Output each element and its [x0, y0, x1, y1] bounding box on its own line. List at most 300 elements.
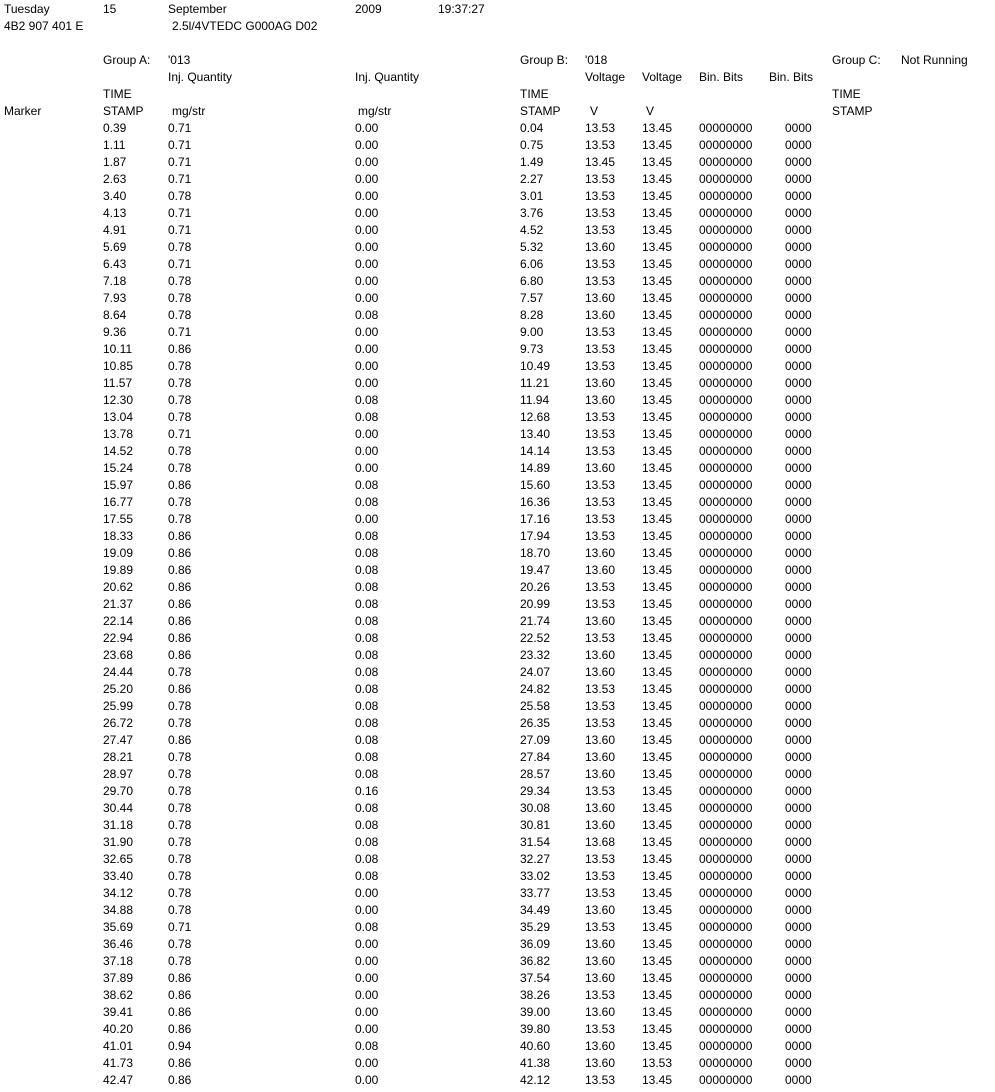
table-row: [0, 188, 995, 205]
group-a-inj-quantity-1-cell: 0.86: [168, 631, 192, 645]
group-b-voltage-2-cell: 13.45: [642, 393, 673, 407]
group-a-timestamp-cell: 26.72: [103, 716, 134, 730]
group-a-inj-quantity-1-cell: 0.71: [168, 138, 192, 152]
group-b-label: Group B:: [520, 53, 569, 67]
group-a-inj-quantity-1-cell: 0.78: [168, 852, 192, 866]
group-b-voltage-1-cell: 13.53: [585, 580, 616, 594]
group-b-voltage-1-cell: 13.60: [585, 750, 616, 764]
group-b-voltage-2-cell: 13.45: [642, 121, 673, 135]
group-a-inj-quantity-2-cell: 0.08: [355, 801, 379, 815]
group-b-timestamp-cell: 5.32: [520, 240, 544, 254]
group-b-voltage-1-cell: 13.60: [585, 767, 616, 781]
group-b-bin-bits-2-cell: 0000: [785, 393, 812, 407]
group-b-voltage-1-cell: 13.60: [585, 801, 616, 815]
group-b-voltage-2-cell: 13.45: [642, 580, 673, 594]
group-a-inj-quantity-1-cell: 0.71: [168, 172, 192, 186]
group-b-timestamp-cell: 7.57: [520, 291, 544, 305]
group-b-bin-bits-1-cell: 00000000: [699, 342, 753, 356]
group-a-inj-quantity-2-cell: 0.00: [355, 1073, 379, 1087]
group-b-voltage-2-cell: 13.45: [642, 920, 673, 934]
group-b-voltage-2-cell: 13.45: [642, 410, 673, 424]
group-b-timestamp-cell: 6.80: [520, 274, 544, 288]
group-b-bin-bits-2-cell: 0000: [785, 1022, 812, 1036]
group-a-inj-quantity-1-cell: 0.78: [168, 818, 192, 832]
group-b-bin-bits-1-cell: 00000000: [699, 682, 753, 696]
group-a-inj-quantity-2-cell: 0.00: [355, 903, 379, 917]
group-a-inj-quantity-1-cell: 0.78: [168, 359, 192, 373]
group-b-voltage-1-cell: 13.53: [585, 410, 616, 424]
group-b-voltage-1-cell: 13.60: [585, 546, 616, 560]
group-b-bin-bits-1-cell: 00000000: [699, 869, 753, 883]
group-b-bin-bits-2-cell: 0000: [785, 427, 812, 441]
group-b-voltage-2-cell: 13.45: [642, 648, 673, 662]
group-a-inj-quantity-2-cell: 0.00: [355, 886, 379, 900]
group-a-inj-quantity-1-cell: 0.78: [168, 189, 192, 203]
table-row: [0, 613, 995, 630]
group-b-bin-bits-2-cell: 0000: [785, 937, 812, 951]
group-b-bin-bits-2-cell: 0000: [785, 580, 812, 594]
group-a-inj-quantity-2-cell: 0.00: [355, 223, 379, 237]
table-row: [0, 868, 995, 885]
table-row: [0, 307, 995, 324]
table-row: [0, 256, 995, 273]
group-b-timestamp-cell: 3.76: [520, 206, 544, 220]
group-a-inj-quantity-2-cell: 0.00: [355, 121, 379, 135]
group-b-bin-bits-1-cell: 00000000: [699, 750, 753, 764]
group-a-inj-quantity-1-cell: 0.78: [168, 886, 192, 900]
group-b-voltage-2-cell: 13.45: [642, 1022, 673, 1036]
group-b-voltage-2-cell: 13.45: [642, 682, 673, 696]
group-b-timestamp-cell: 26.35: [520, 716, 551, 730]
group-b-timestamp-cell: 34.49: [520, 903, 551, 917]
group-b-voltage-1-cell: 13.53: [585, 869, 616, 883]
table-row: [0, 205, 995, 222]
group-b-timestamp-cell: 22.52: [520, 631, 551, 645]
table-row: [0, 783, 995, 800]
table-row: [0, 1021, 995, 1038]
group-b-bin-bits-2-cell: 0000: [785, 223, 812, 237]
group-a-timestamp-cell: 40.20: [103, 1022, 134, 1036]
group-b-voltage-1-cell: 13.53: [585, 257, 616, 271]
group-b-voltage-1-cell: 13.60: [585, 614, 616, 628]
group-b-voltage-1-cell: 13.60: [585, 1056, 616, 1070]
group-a-inj-quantity-1-cell: 0.86: [168, 614, 192, 628]
group-a-timestamp-cell: 16.77: [103, 495, 134, 509]
group-a-inj-quantity-1-cell: 0.86: [168, 597, 192, 611]
group-a-timestamp-cell: 28.97: [103, 767, 134, 781]
group-b-bin-bits-2-cell: 0000: [785, 903, 812, 917]
group-b-voltage-1-cell: 13.60: [585, 461, 616, 475]
group-b-timestamp-cell: 2.27: [520, 172, 544, 186]
group-a-timestamp-cell: 25.99: [103, 699, 134, 713]
group-a-inj-quantity-2-cell: 0.00: [355, 274, 379, 288]
group-b-voltage-2-cell: 13.45: [642, 937, 673, 951]
table-row: [0, 715, 995, 732]
table-row: [0, 137, 995, 154]
group-a-inj-quantity-1-cell: 0.78: [168, 393, 192, 407]
group-a-timestamp-cell: 15.97: [103, 478, 134, 492]
group-a-timestamp-cell: 4.91: [103, 223, 127, 237]
group-b-voltage-2-cell: 13.45: [642, 954, 673, 968]
group-b-bin-bits-1-cell: 00000000: [699, 121, 753, 135]
group-a-inj-quantity-1-cell: 0.78: [168, 835, 192, 849]
group-b-bin-bits-2-cell: 0000: [785, 512, 812, 526]
group-b-timestamp-cell: 36.82: [520, 954, 551, 968]
group-b-bin-bits-1-cell: 00000000: [699, 1056, 753, 1070]
group-b-timestamp-cell: 3.01: [520, 189, 544, 203]
group-a-timestamp-cell: 27.47: [103, 733, 134, 747]
table-row: [0, 154, 995, 171]
group-b-voltage-1-cell: 13.53: [585, 444, 616, 458]
group-b-bin-bits-1-cell: 00000000: [699, 1073, 753, 1087]
group-b-bin-bits-2-cell: 0000: [785, 801, 812, 815]
group-b-timestamp-cell: 29.34: [520, 784, 551, 798]
group-b-bin-bits-2-cell: 0000: [785, 274, 812, 288]
group-b-bin-bits-1-cell: 00000000: [699, 257, 753, 271]
table-row: [0, 324, 995, 341]
group-a-inj-quantity-1-cell: 0.71: [168, 155, 192, 169]
group-a-inj-quantity-1-cell: 0.78: [168, 767, 192, 781]
group-b-voltage-1-cell: 13.53: [585, 699, 616, 713]
group-b-bin-bits-2-cell: 0000: [785, 835, 812, 849]
group-b-timestamp-cell: 33.02: [520, 869, 551, 883]
group-b-voltage-2-cell: 13.45: [642, 325, 673, 339]
group-b-voltage-1-cell: 13.60: [585, 376, 616, 390]
group-b-voltage-1-cell: 13.53: [585, 512, 616, 526]
header-ecu-descriptor: 2.5l/4VTEDC G000AG D02: [172, 19, 318, 33]
group-a-timestamp-cell: 20.62: [103, 580, 134, 594]
table-row: [0, 443, 995, 460]
group-a-inj-quantity-2-cell: 0.08: [355, 869, 379, 883]
group-b-bin-bits-1-cell: 00000000: [699, 835, 753, 849]
table-row: [0, 647, 995, 664]
group-b-bin-bits-2-cell: 0000: [785, 240, 812, 254]
table-row: [0, 596, 995, 613]
table-row: [0, 732, 995, 749]
group-a-timestamp-cell: 0.39: [103, 121, 127, 135]
group-b-timestamp-line2: STAMP: [520, 104, 561, 118]
group-b-voltage-2-cell: 13.45: [642, 563, 673, 577]
group-b-bin-bits-2-cell: 0000: [785, 1039, 812, 1053]
group-b-voltage-1-cell: 13.53: [585, 359, 616, 373]
group-a-inj-quantity-2-cell: 0.00: [355, 444, 379, 458]
group-b-voltage-2-cell: 13.45: [642, 274, 673, 288]
group-b-col1-title: Voltage: [585, 70, 626, 84]
group-b-timestamp-cell: 42.12: [520, 1073, 551, 1087]
group-a-timestamp-cell: 6.43: [103, 257, 127, 271]
group-a-timestamp-cell: 38.62: [103, 988, 134, 1002]
group-b-voltage-2-cell: 13.45: [642, 988, 673, 1002]
group-b-timestamp-cell: 14.89: [520, 461, 551, 475]
group-a-timestamp-cell: 10.85: [103, 359, 134, 373]
group-a-inj-quantity-1-cell: 0.78: [168, 461, 192, 475]
group-b-bin-bits-2-cell: 0000: [785, 648, 812, 662]
group-b-voltage-2-cell: 13.45: [642, 852, 673, 866]
group-b-timestamp-cell: 13.40: [520, 427, 551, 441]
group-b-voltage-1-cell: 13.60: [585, 393, 616, 407]
group-b-voltage-1-cell: 13.53: [585, 886, 616, 900]
group-b-timestamp-cell: 37.54: [520, 971, 551, 985]
group-a-inj-quantity-2-cell: 0.08: [355, 665, 379, 679]
group-a-inj-quantity-1-cell: 0.78: [168, 903, 192, 917]
group-a-inj-quantity-1-cell: 0.78: [168, 699, 192, 713]
group-b-bin-bits-1-cell: 00000000: [699, 546, 753, 560]
group-b-bin-bits-1-cell: 00000000: [699, 886, 753, 900]
group-b-timestamp-cell: 10.49: [520, 359, 551, 373]
group-b-bin-bits-2-cell: 0000: [785, 886, 812, 900]
group-b-voltage-2-cell: 13.45: [642, 546, 673, 560]
group-b-bin-bits-1-cell: 00000000: [699, 359, 753, 373]
group-b-bin-bits-1-cell: 00000000: [699, 478, 753, 492]
group-a-inj-quantity-1-cell: 0.86: [168, 1022, 192, 1036]
group-b-bin-bits-1-cell: 00000000: [699, 223, 753, 237]
group-a-inj-quantity-1-cell: 0.78: [168, 784, 192, 798]
group-a-timestamp-cell: 14.52: [103, 444, 134, 458]
group-b-voltage-1-cell: 13.53: [585, 631, 616, 645]
group-a-timestamp-cell: 25.20: [103, 682, 134, 696]
group-a-col1-unit: mg/str: [172, 104, 206, 118]
group-b-voltage-2-cell: 13.45: [642, 801, 673, 815]
group-b-timestamp-cell: 11.21: [520, 376, 550, 390]
group-a-timestamp-cell: 11.57: [103, 376, 133, 390]
group-a-inj-quantity-2-cell: 0.16: [355, 784, 379, 798]
group-b-bin-bits-1-cell: 00000000: [699, 1022, 753, 1036]
group-a-timestamp-cell: 1.11: [103, 138, 126, 152]
group-b-bin-bits-2-cell: 0000: [785, 665, 812, 679]
group-a-inj-quantity-1-cell: 0.86: [168, 546, 192, 560]
group-b-timestamp-cell: 20.26: [520, 580, 551, 594]
group-a-inj-quantity-1-cell: 0.71: [168, 427, 192, 441]
group-b-bin-bits-1-cell: 00000000: [699, 427, 753, 441]
group-a-inj-quantity-2-cell: 0.08: [355, 529, 379, 543]
group-b-timestamp-cell: 35.29: [520, 920, 551, 934]
group-b-voltage-1-cell: 13.53: [585, 223, 616, 237]
group-a-inj-quantity-2-cell: 0.00: [355, 325, 379, 339]
group-a-inj-quantity-2-cell: 0.08: [355, 1039, 379, 1053]
group-a-code: '013: [168, 53, 191, 67]
group-a-timestamp-cell: 35.69: [103, 920, 134, 934]
group-b-timestamp-cell: 30.08: [520, 801, 551, 815]
table-row: [0, 766, 995, 783]
group-b-col2-unit: V: [646, 104, 655, 118]
group-b-timestamp-cell: 40.60: [520, 1039, 551, 1053]
group-a-label: Group A:: [103, 53, 151, 67]
table-row: [0, 902, 995, 919]
table-row: [0, 358, 995, 375]
group-a-inj-quantity-2-cell: 0.08: [355, 597, 379, 611]
group-b-bin-bits-2-cell: 0000: [785, 852, 812, 866]
group-a-timestamp-cell: 41.73: [103, 1056, 134, 1070]
group-a-timestamp-cell: 32.65: [103, 852, 134, 866]
group-b-timestamp-cell: 28.57: [520, 767, 551, 781]
group-b-bin-bits-2-cell: 0000: [785, 1073, 812, 1087]
group-a-timestamp-cell: 22.14: [103, 614, 134, 628]
group-b-voltage-1-cell: 13.53: [585, 342, 616, 356]
group-a-inj-quantity-2-cell: 0.00: [355, 172, 379, 186]
group-b-bin-bits-1-cell: 00000000: [699, 529, 753, 543]
group-b-bin-bits-2-cell: 0000: [785, 682, 812, 696]
group-b-voltage-2-cell: 13.53: [642, 1056, 673, 1070]
table-row: [0, 494, 995, 511]
group-b-voltage-2-cell: 13.45: [642, 903, 673, 917]
table-row: [0, 970, 995, 987]
group-b-voltage-2-cell: 13.45: [642, 138, 673, 152]
group-b-voltage-1-cell: 13.53: [585, 495, 616, 509]
group-b-voltage-2-cell: 13.45: [642, 835, 673, 849]
group-b-bin-bits-1-cell: 00000000: [699, 971, 753, 985]
group-a-timestamp-cell: 41.01: [103, 1039, 134, 1053]
group-b-voltage-1-cell: 13.60: [585, 903, 616, 917]
group-b-bin-bits-2-cell: 0000: [785, 631, 812, 645]
group-b-voltage-2-cell: 13.45: [642, 223, 673, 237]
group-a-timestamp-line2: STAMP: [103, 104, 144, 118]
group-a-inj-quantity-2-cell: 0.00: [355, 189, 379, 203]
group-b-timestamp-cell: 30.81: [520, 818, 551, 832]
group-b-voltage-1-cell: 13.53: [585, 682, 616, 696]
group-a-inj-quantity-2-cell: 0.08: [355, 410, 379, 424]
group-a-timestamp-cell: 3.40: [103, 189, 127, 203]
header-year: 2009: [355, 2, 382, 16]
group-b-voltage-2-cell: 13.45: [642, 750, 673, 764]
group-a-inj-quantity-1-cell: 0.78: [168, 937, 192, 951]
group-a-timestamp-cell: 7.93: [103, 291, 127, 305]
group-b-bin-bits-2-cell: 0000: [785, 206, 812, 220]
table-row: [0, 749, 995, 766]
group-a-inj-quantity-2-cell: 0.08: [355, 478, 379, 492]
group-c-timestamp-line2: STAMP: [832, 104, 873, 118]
group-b-bin-bits-1-cell: 00000000: [699, 308, 753, 322]
group-b-voltage-1-cell: 13.60: [585, 648, 616, 662]
group-a-inj-quantity-2-cell: 0.00: [355, 427, 379, 441]
group-a-inj-quantity-2-cell: 0.08: [355, 546, 379, 560]
group-a-inj-quantity-2-cell: 0.00: [355, 937, 379, 951]
group-a-inj-quantity-1-cell: 0.86: [168, 1005, 192, 1019]
group-b-bin-bits-1-cell: 00000000: [699, 444, 753, 458]
group-b-bin-bits-1-cell: 00000000: [699, 699, 753, 713]
table-row: [0, 477, 995, 494]
group-b-bin-bits-2-cell: 0000: [785, 699, 812, 713]
group-a-col1-title: Inj. Quantity: [168, 70, 233, 84]
group-b-col1-unit: V: [590, 104, 599, 118]
group-a-timestamp-cell: 22.94: [103, 631, 134, 645]
group-b-bin-bits-2-cell: 0000: [785, 733, 812, 747]
group-b-timestamp-cell: 4.52: [520, 223, 544, 237]
group-a-inj-quantity-2-cell: 0.08: [355, 563, 379, 577]
group-b-bin-bits-1-cell: 00000000: [699, 512, 753, 526]
group-b-bin-bits-1-cell: 00000000: [699, 172, 753, 186]
group-a-timestamp-cell: 2.63: [103, 172, 127, 186]
group-b-voltage-1-cell: 13.53: [585, 597, 616, 611]
table-row: [0, 936, 995, 953]
group-b-bin-bits-2-cell: 0000: [785, 172, 812, 186]
group-b-voltage-2-cell: 13.45: [642, 359, 673, 373]
group-a-inj-quantity-2-cell: 0.08: [355, 648, 379, 662]
group-b-voltage-2-cell: 13.45: [642, 631, 673, 645]
group-b-bin-bits-2-cell: 0000: [785, 597, 812, 611]
group-a-timestamp-cell: 31.90: [103, 835, 134, 849]
group-b-timestamp-cell: 9.00: [520, 325, 544, 339]
group-b-bin-bits-1-cell: 00000000: [699, 138, 753, 152]
group-b-timestamp-cell: 12.68: [520, 410, 551, 424]
group-a-inj-quantity-1-cell: 0.86: [168, 971, 192, 985]
group-b-bin-bits-2-cell: 0000: [785, 1056, 812, 1070]
group-b-timestamp-cell: 23.32: [520, 648, 551, 662]
group-b-voltage-1-cell: 13.53: [585, 172, 616, 186]
group-b-bin-bits-1-cell: 00000000: [699, 648, 753, 662]
group-b-voltage-1-cell: 13.53: [585, 427, 616, 441]
group-b-voltage-2-cell: 13.45: [642, 733, 673, 747]
group-b-bin-bits-1-cell: 00000000: [699, 240, 753, 254]
group-b-voltage-2-cell: 13.45: [642, 206, 673, 220]
group-a-inj-quantity-2-cell: 0.08: [355, 767, 379, 781]
group-b-timestamp-cell: 15.60: [520, 478, 551, 492]
group-a-inj-quantity-2-cell: 0.08: [355, 699, 379, 713]
group-a-inj-quantity-1-cell: 0.86: [168, 478, 192, 492]
group-b-voltage-2-cell: 13.45: [642, 461, 673, 475]
group-a-inj-quantity-1-cell: 0.78: [168, 495, 192, 509]
group-a-inj-quantity-1-cell: 0.78: [168, 308, 192, 322]
group-a-timestamp-cell: 18.33: [103, 529, 134, 543]
group-a-inj-quantity-1-cell: 0.78: [168, 869, 192, 883]
group-b-bin-bits-2-cell: 0000: [785, 971, 812, 985]
table-row: [0, 919, 995, 936]
group-b-voltage-2-cell: 13.45: [642, 257, 673, 271]
group-a-inj-quantity-2-cell: 0.00: [355, 1022, 379, 1036]
group-b-bin-bits-2-cell: 0000: [785, 138, 812, 152]
header-day: 15: [103, 2, 117, 16]
group-b-voltage-2-cell: 13.45: [642, 1073, 673, 1087]
group-b-bin-bits-1-cell: 00000000: [699, 818, 753, 832]
table-row: [0, 375, 995, 392]
group-b-bin-bits-2-cell: 0000: [785, 750, 812, 764]
table-row: [0, 290, 995, 307]
group-a-timestamp-cell: 4.13: [103, 206, 127, 220]
group-b-voltage-1-cell: 13.53: [585, 325, 616, 339]
group-a-inj-quantity-2-cell: 0.00: [355, 954, 379, 968]
group-b-voltage-1-cell: 13.60: [585, 818, 616, 832]
group-b-timestamp-cell: 32.27: [520, 852, 551, 866]
table-row: [0, 171, 995, 188]
group-b-voltage-2-cell: 13.45: [642, 342, 673, 356]
group-b-timestamp-cell: 1.49: [520, 155, 544, 169]
group-a-inj-quantity-1-cell: 0.78: [168, 750, 192, 764]
group-a-timestamp-cell: 9.36: [103, 325, 127, 339]
group-b-voltage-1-cell: 13.60: [585, 971, 616, 985]
group-b-bin-bits-2-cell: 0000: [785, 359, 812, 373]
group-b-bin-bits-2-cell: 0000: [785, 954, 812, 968]
group-a-inj-quantity-2-cell: 0.08: [355, 835, 379, 849]
group-a-col2-unit: mg/str: [358, 104, 392, 118]
group-b-voltage-1-cell: 13.68: [585, 835, 616, 849]
table-row: [0, 545, 995, 562]
group-b-bin-bits-1-cell: 00000000: [699, 410, 753, 424]
group-b-voltage-2-cell: 13.45: [642, 155, 673, 169]
group-a-inj-quantity-1-cell: 0.78: [168, 376, 192, 390]
group-b-col2-title: Voltage: [642, 70, 683, 84]
group-b-voltage-1-cell: 13.53: [585, 478, 616, 492]
group-b-voltage-2-cell: 13.45: [642, 240, 673, 254]
group-b-voltage-2-cell: 13.45: [642, 512, 673, 526]
group-b-voltage-2-cell: 13.45: [642, 818, 673, 832]
group-a-timestamp-cell: 10.11: [103, 342, 133, 356]
group-a-inj-quantity-2-cell: 0.08: [355, 682, 379, 696]
group-a-inj-quantity-1-cell: 0.86: [168, 563, 192, 577]
group-b-bin-bits-2-cell: 0000: [785, 121, 812, 135]
group-a-timestamp-cell: 24.44: [103, 665, 134, 679]
group-b-bin-bits-1-cell: 00000000: [699, 461, 753, 475]
group-a-inj-quantity-1-cell: 0.86: [168, 988, 192, 1002]
group-b-bin-bits-2-cell: 0000: [785, 716, 812, 730]
